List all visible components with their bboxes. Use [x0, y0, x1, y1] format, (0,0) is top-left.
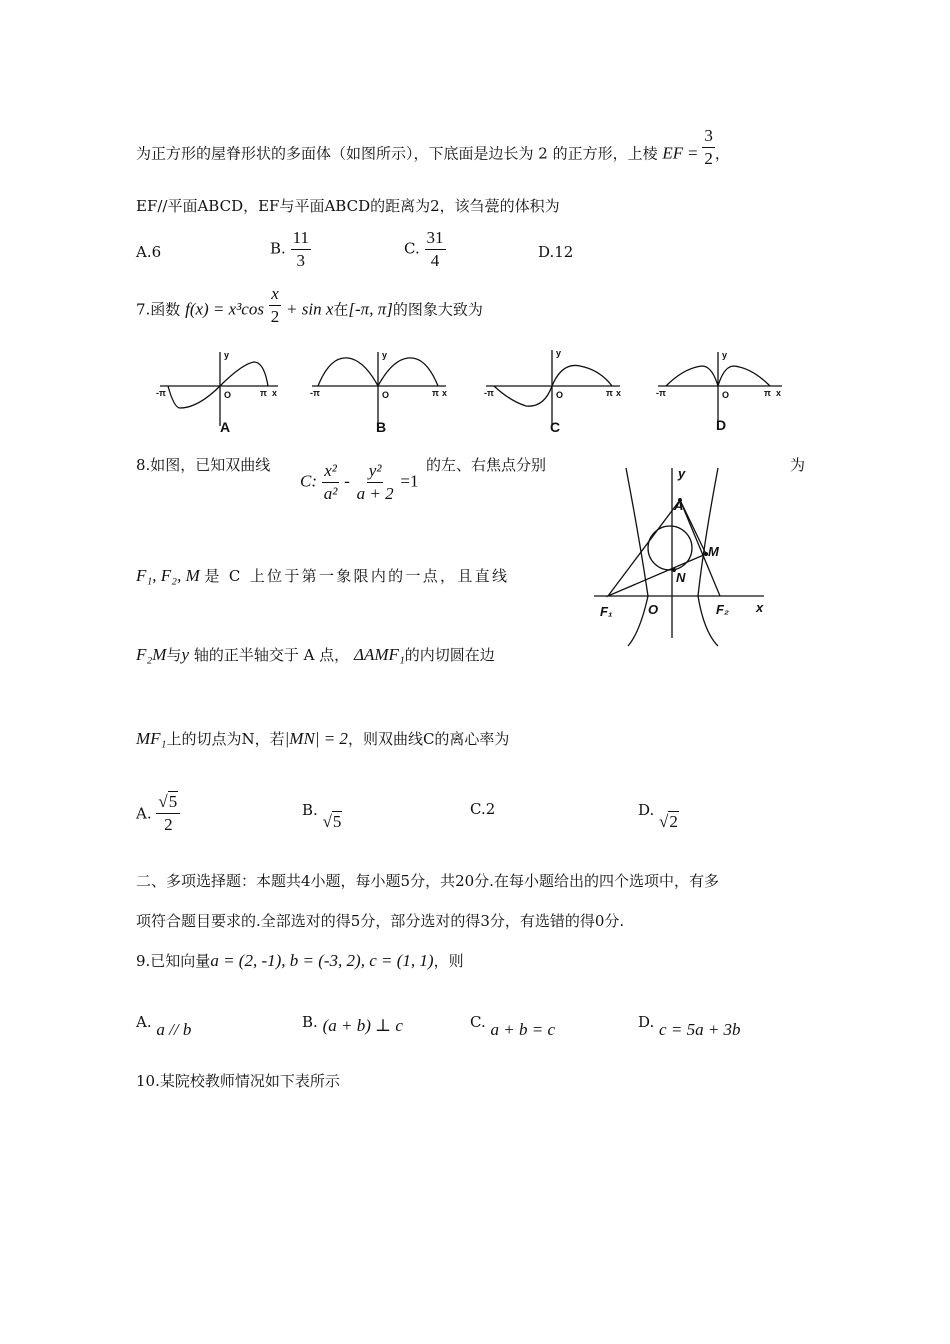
svg-text:-π: -π — [310, 388, 320, 398]
q10-stem: 10.某院校教师情况如下表所示 — [136, 1072, 340, 1090]
graph-label-a: A — [220, 419, 231, 435]
graph-label-b: B — [376, 419, 387, 435]
q6-line2: EF//平面ABCD，EF与平面ABCD的距离为2，该刍甍的体积为 — [136, 197, 560, 215]
q8-line2: F₁, F₂, M 是 C 上位于第一象限内的一点，且直线 — [136, 566, 510, 585]
graph-label-c: C — [550, 419, 561, 435]
svg-text:O: O — [722, 390, 730, 400]
q9-option-c: C. a + b = c — [470, 1013, 555, 1039]
q6-option-d: D.12 — [538, 243, 574, 261]
ef-label: EF — [662, 143, 684, 163]
svg-text:N: N — [676, 570, 686, 585]
q8-option-a: A. $\frac{√5}{2}$ — [136, 795, 180, 834]
q8-prefix: 8.如图，已知双曲线 — [136, 456, 271, 474]
q8-option-c: C.2 — [470, 800, 496, 818]
svg-text:F₁: F₁ — [600, 604, 613, 619]
graph-a-curve — [168, 362, 268, 408]
hyperbola-equation: C: $\frac{\text{x²}}{\text{a²}}$ - $\frac{\text{y²}}{a + 2}$ =1 — [300, 461, 419, 503]
svg-text:x: x — [272, 388, 278, 398]
incircle — [648, 526, 692, 570]
svg-text:y: y — [224, 350, 230, 360]
svg-text:π: π — [432, 388, 439, 398]
svg-text:F₂: F₂ — [716, 602, 729, 617]
q8-option-d: D. √2 — [638, 801, 678, 831]
q8-line4: MF₁上的切点为N，若|MN| = 2，则双曲线C的离心率为 — [136, 729, 510, 748]
q8-mid1-end: 为 — [790, 456, 806, 474]
svg-text:O: O — [224, 390, 232, 400]
svg-text:y: y — [678, 466, 686, 481]
svg-text:-π: -π — [656, 388, 666, 398]
svg-text:-π: -π — [156, 388, 166, 398]
svg-text:x: x — [776, 388, 782, 398]
q9-option-a: A. a // b — [136, 1013, 192, 1039]
q9-option-b: B. (a + b) ⊥ c — [302, 1013, 403, 1035]
svg-text:O: O — [382, 390, 390, 400]
q6-option-a: A.6 — [136, 243, 162, 261]
svg-text:y: y — [556, 348, 562, 358]
triangle-amf1 — [608, 500, 706, 596]
svg-text:π: π — [260, 388, 267, 398]
q7-stem: 7.函数 f(x) = x³cos $\frac{x}{2}$ + sin x在[-π, π]的图象大致为 — [136, 284, 483, 326]
svg-text:-π: -π — [484, 388, 494, 398]
q8-option-b: B. √5 — [302, 801, 342, 831]
q8-line3: F₂M与y 轴的正半轴交于 A 点， ΔAMF₁的内切圆在边 — [136, 645, 495, 664]
q6-option-c: C. $\frac{31}{4}$ — [404, 228, 444, 270]
svg-text:x: x — [616, 388, 622, 398]
q8-mid1: 的左、右焦点分别 — [426, 456, 547, 474]
svg-text:x: x — [756, 600, 764, 615]
section2-line1: 二、多项选择题：本题共4小题，每小题5分，共20分.在每小题给出的四个选项中，有多 — [136, 872, 719, 890]
graph-label-d: D — [716, 417, 727, 433]
q9-option-d: D. c = 5a + 3b — [638, 1013, 741, 1039]
section2-line2: 项符合题目要求的.全部选对的得5分，部分选对的得3分，有选错的得0分. — [136, 912, 625, 930]
svg-text:π: π — [606, 388, 613, 398]
q7-graphs — [150, 346, 790, 436]
q9-stem: 9.已知向量a = (2, -1), b = (-3, 2), c = (1, 1)，则 — [136, 951, 464, 970]
q6-option-b: B. $\frac{11}{3}$ — [270, 228, 309, 270]
svg-text:y: y — [382, 350, 388, 360]
svg-text:A: A — [674, 498, 684, 513]
svg-text:π: π — [764, 388, 771, 398]
ef-fraction: $\frac{3}{2}$ — [704, 126, 713, 168]
q6-line1: 为正方形的屋脊形状的多面体（如图所示），下底面是边长为 2 的正方形，上棱 EF = $\frac{3}{2}$ ， — [136, 126, 730, 168]
svg-text:M: M — [708, 544, 719, 559]
svg-text:O: O — [556, 390, 564, 400]
q8-hyperbola-figure — [588, 462, 776, 652]
svg-text:y: y — [722, 350, 728, 360]
svg-text:O: O — [648, 602, 659, 617]
svg-text:x: x — [442, 388, 448, 398]
